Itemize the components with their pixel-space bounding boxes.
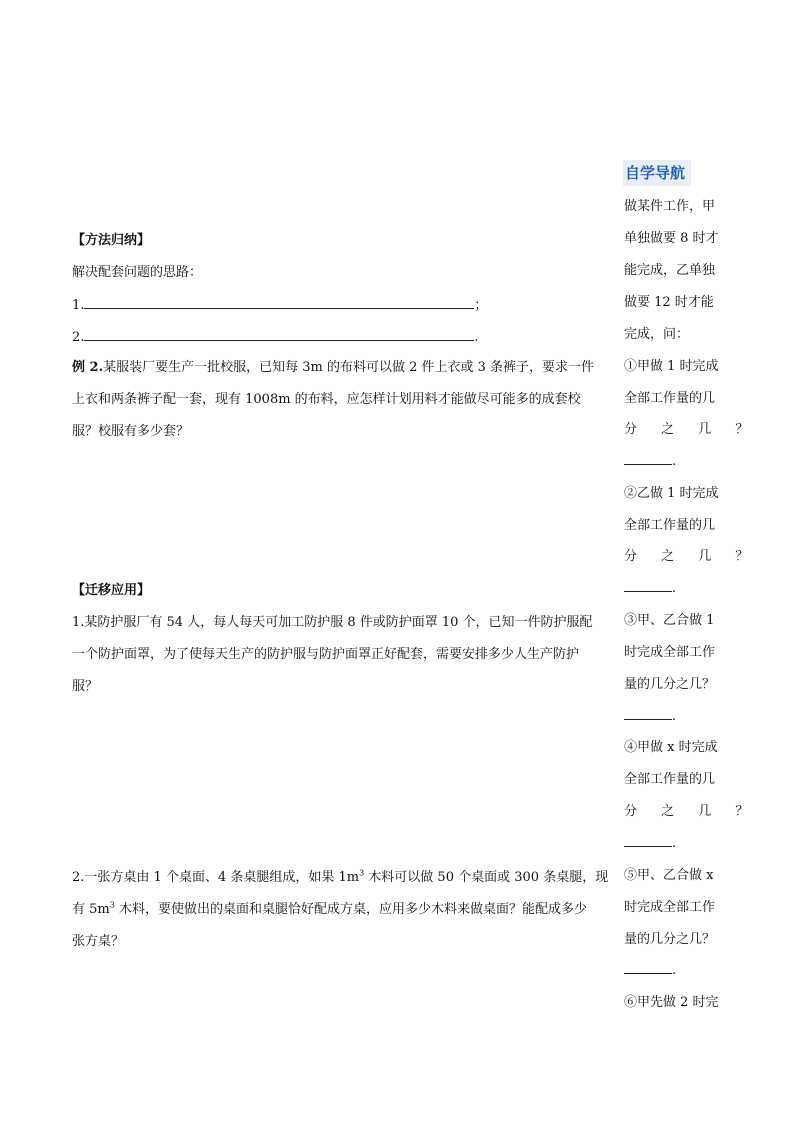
question-2-line-1 xyxy=(72,866,608,885)
answer-blank xyxy=(624,959,672,974)
sidebar-line: 时完成全部工作 xyxy=(624,645,716,660)
answer-blank xyxy=(624,832,672,847)
method-item-2-blank xyxy=(84,326,474,341)
blank-end: . xyxy=(672,581,677,596)
sidebar-line: ④甲做 x 时完成 xyxy=(624,740,718,755)
sidebar-line: 时完成全部工作 xyxy=(624,900,716,915)
method-item-2 xyxy=(72,326,479,345)
sidebar-line: 做某件工作，甲 xyxy=(624,199,716,214)
question-2-line-3: 张方桌？ xyxy=(72,934,125,949)
sidebar-blank-5 xyxy=(624,955,676,987)
method-item-1 xyxy=(72,294,487,313)
answer-blank xyxy=(624,577,672,592)
method-item-1-end: ； xyxy=(474,298,488,313)
sidebar-line: 分 之 几 ？ xyxy=(624,804,759,819)
question-1-line-1: 1.某防护服厂有 54 人，每人每天可加工防护服 8 件或防护面罩 10 个，已知一件防护服配 xyxy=(72,615,593,630)
sidebar-line: 单独做要 8 时才 xyxy=(624,231,719,246)
sidebar-blank-4 xyxy=(624,828,676,860)
question-1-line-3: 服？ xyxy=(72,679,99,694)
method-intro-text: 解决配套问题的思路： xyxy=(72,265,203,280)
sidebar-line: 分 之 几 ？ xyxy=(624,549,759,564)
method-item-1-blank xyxy=(84,294,474,309)
sidebar-line: ③甲、乙合做 1 xyxy=(624,613,715,628)
example-2-line-1 xyxy=(72,356,594,375)
method-item-1-number: 1. xyxy=(72,298,85,313)
question-2-line-2 xyxy=(72,898,587,917)
sidebar-line: 完成，问： xyxy=(624,327,690,342)
blank-end: . xyxy=(672,836,677,851)
blank-end: . xyxy=(672,709,677,724)
example-2-label: 例 2. xyxy=(72,360,104,375)
sidebar-blank-2 xyxy=(624,573,676,605)
blank-end: . xyxy=(672,963,677,978)
answer-blank xyxy=(624,705,672,720)
example-2-line-3: 服？校服有多少套？ xyxy=(72,424,190,439)
example-2-text-1: 某服装厂要生产一批校服，已知每 3m 的布料可以做 2 件上衣或 3 条裤子，要求一件 xyxy=(103,360,595,375)
sidebar-line: 全部工作量的几 xyxy=(624,772,716,787)
sidebar-line: 量的几分之几？ xyxy=(624,677,716,692)
method-section-header: 【方法归纳】 xyxy=(72,233,151,248)
blank-end: . xyxy=(672,454,677,469)
sidebar-line: 全部工作量的几 xyxy=(624,518,716,533)
example-2-line-2: 上衣和两条裤子配一套，现有 1008m 的布料，应怎样计划用料才能做尽可能多的成套校 xyxy=(72,392,581,407)
answer-blank xyxy=(624,450,672,465)
sidebar-line: 做要 12 时才能 xyxy=(624,295,714,310)
method-item-2-end: . xyxy=(474,330,479,345)
sidebar-blank-1 xyxy=(624,446,676,478)
sidebar-line: 全部工作量的几 xyxy=(624,391,716,406)
sidebar-title: 自学导航 xyxy=(623,160,691,186)
sidebar-line: ⑤甲、乙合做 x xyxy=(624,868,714,883)
question-2-text-1a: 2.一张方桌由 1 个桌面、4 条桌腿组成，如果 1m xyxy=(72,870,360,885)
sidebar-line: 量的几分之几？ xyxy=(624,932,716,947)
question-1-line-2: 一个防护面罩，为了使每天生产的防护服与防护面罩正好配套，需要安排多少人生产防护 xyxy=(72,647,580,662)
question-2-text-2a: 有 5m xyxy=(72,902,110,917)
method-item-2-number: 2. xyxy=(72,330,85,345)
sidebar-line: 能完成，乙单独 xyxy=(624,263,716,278)
question-2-text-2b: 木料，要使做出的桌面和桌腿恰好配成方桌，应用多少木料来做桌面？能配成多少 xyxy=(114,902,587,917)
question-2-text-1b: 木料可以做 50 个桌面或 300 条桌腿，现 xyxy=(364,870,609,885)
question-2-sup-1: 3 xyxy=(359,868,365,878)
transfer-section-header: 【迁移应用】 xyxy=(72,583,151,598)
sidebar-line: ⑥甲先做 2 时完 xyxy=(624,995,719,1010)
sidebar-line: ①甲做 1 时完成 xyxy=(624,359,719,374)
sidebar-blank-3 xyxy=(624,701,676,733)
question-2-sup-2: 3 xyxy=(109,900,115,910)
sidebar-line: ②乙做 1 时完成 xyxy=(624,486,719,501)
sidebar-line: 分 之 几 ？ xyxy=(624,422,759,437)
